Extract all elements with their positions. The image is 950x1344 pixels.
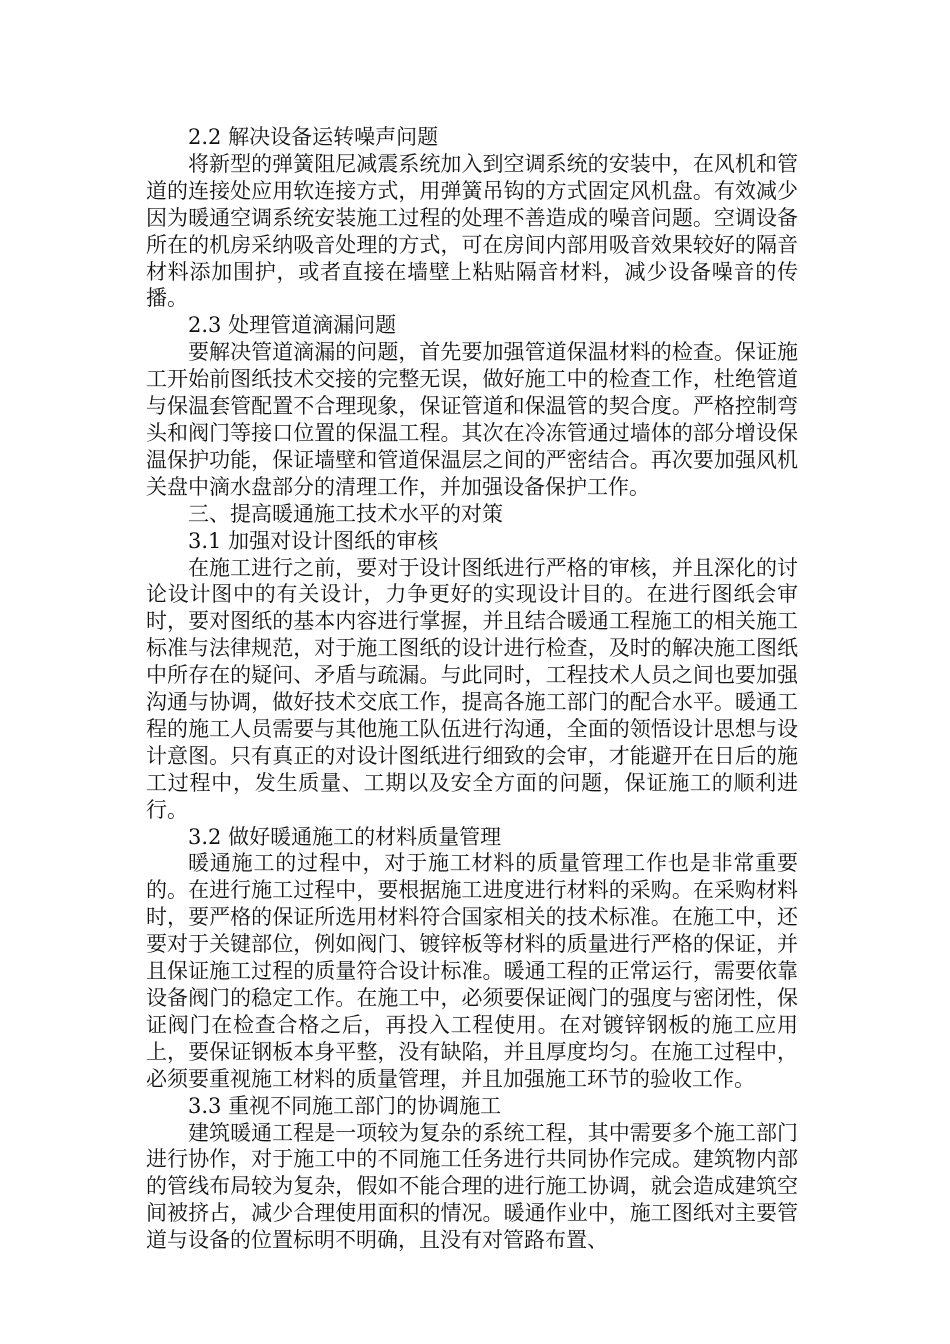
paragraph-drawing-review: 在施工进行之前，要对于设计图纸进行严格的审核，并且深化的讨论设计图中的有关设计，力争更好的实现设计目的。在进行图纸会审时，要对图纸的基本内容进行掌握，并且结合暖通工程施工的相关施工标准与法律规范，对于施工图纸的设计进行检查，及时的解决施工图纸中所存在的疑问、矛盾与疏漏。与此同时，工程技术人员之间也要加强沟通与协调，做好技术交底工作，提高各施工部门的配合水平。暖通工程的施工人员需要与其他施工队伍进行沟通，全面的领悟设计思想与设计意图。只有真正的对设计图纸进行细致的会审，才能避开在日后的施工过程中，发生质量、工期以及安全方面的问题，保证施工的顺利进行。 <box>146 555 798 822</box>
document-page <box>146 124 798 1254</box>
paragraph-department-coordination: 建筑暖通工程是一项较为复杂的系统工程，其中需要多个施工部门进行协作，对于施工中的不同施工任务进行共同协作完成。建筑物内部的管线布局较为复杂，假如不能合理的进行施工协调，就会造成建筑空间被挤占，减少合理使用面积的情况。暖通作业中，施工图纸对主要管道与设备的位置标明不明确，且没有对管路布置、 <box>146 1120 798 1253</box>
section-heading-3-3: 3.3 重视不同施工部门的协调施工 <box>188 1093 502 1118</box>
paragraph-material-quality: 暖通施工的过程中，对于施工材料的质量管理工作也是非常重要的。在进行施工过程中，要根据施工进度进行材料的采购。在采购材料时，要严格的保证所选用材料符合国家相关的技术标准。在施工中，还要对于关键部位，例如阀门、镀锌板等材料的质量进行严格的保证，并且保证施工过程的质量符合设计标准。暖通工程的正常运行，需要依靠设备阀门的稳定工作。在施工中，必须要保证阀门的强度与密闭性，保证阀门在检查合格之后，再投入工程使用。在对镀锌钢板的施工应用上，要保证钢板本身平整，没有缺陷，并且厚度均匀。在施工过程中，必须要重视施工材料的质量管理，并且加强施工环节的验收工作。 <box>146 851 798 1091</box>
section-heading-2-3: 2.3 处理管道滴漏问题 <box>188 313 397 338</box>
paragraph-drip-leak-solution: 要解决管道滴漏的问题，首先要加强管道保温材料的检查。保证施工开始前图纸技术交接的完整无误，做好施工中的检查工作，杜绝管道与保温套管配置不合理现象，保证管道和保温管的契合度。严格控制弯头和阀门等接口位置的保温工程。其次在冷冻管通过墙体的部分增设保温保护功能，保证墙壁和管道保温层之间的严密结合。再次要加强风机关盘中滴水盘部分的清理工作，并加强设备保护工作。 <box>146 340 798 499</box>
section-heading-3-2: 3.2 做好暖通施工的材料质量管理 <box>188 824 502 849</box>
chapter-heading-3: 三、提高暖通施工技术水平的对策 <box>188 501 503 526</box>
section-heading-2-2: 2.2 解决设备运转噪声问题 <box>188 125 439 149</box>
section-heading-3-1: 3.1 加强对设计图纸的审核 <box>188 528 439 553</box>
paragraph-noise-solution: 将新型的弹簧阻尼减震系统加入到空调系统的安装中，在风机和管道的连接处应用软连接方式，用弹簧吊钩的方式固定风机盘。有效减少因为暖通空调系统安装施工过程的处理不善造成的噪音问题。空调设备所在的机房采纳吸音处理的方式，可在房间内部用吸音效果较好的隔音材料添加围护，或者直接在墙壁上粘贴隔音材料，减少设备噪音的传播。 <box>146 151 798 311</box>
